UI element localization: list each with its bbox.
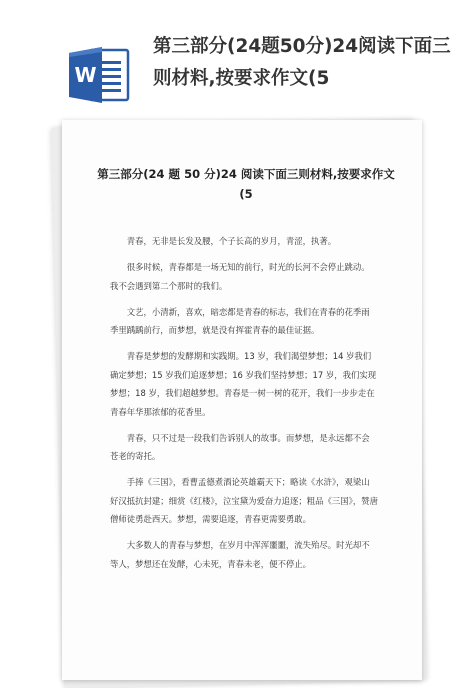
svg-text:W: W bbox=[74, 63, 97, 87]
paragraph: 大多数人的青春与梦想，在岁月中浑浑噩噩，流失殆尽。时光却不等人，梦想还在发酵，心未死，青春未老，便不停止。 bbox=[110, 540, 370, 569]
paragraph: 青春，无非是长发及腰，个子长高的岁月，青涩，执著。 bbox=[126, 236, 337, 246]
word-document-icon bbox=[68, 44, 130, 106]
paragraph: 文艺，小清新，喜欢，暗恋都是青春的标志，我们在青春的花季雨季里踽踽前行，而梦想，就是没有挥霍青春的最佳证据。 bbox=[110, 306, 370, 335]
paragraph: 青春是梦想的发酵期和实践期。13 岁，我们渴望梦想；14 岁我们确定梦想；15 岁我们追逐梦想；16 岁我们坚持梦想；17 岁，我们实现梦想；18 岁，我们超越梦想。青春是一树一树的花开，我们一步步走在青春年华那浓郁的花香里。 bbox=[110, 351, 377, 417]
paragraph: 很多时候，青春都是一场无知的前行，时光的长河不会停止跳动。我不会遇到第二个那时的我们。 bbox=[110, 262, 370, 291]
document-page bbox=[62, 120, 422, 680]
paragraph: 手捧《三国》，看曹孟德煮酒论英雄霸天下；略读《水浒》，观梁山好汉抵抗封建；细赏《红楼》，泣宝黛为爱奋力追逐；粗品《三国》，赞唐僧师徒勇赴西天。梦想，需要追逐，青春更需要勇敢。 bbox=[110, 477, 378, 524]
header-title: 第三部分(24题50分)24阅读下面三则材料,按要求作文(5 bbox=[153, 36, 451, 89]
header-banner bbox=[0, 0, 474, 120]
document-title: 第三部分(24 题 50 分)24 阅读下面三则材料,按要求作文(5 bbox=[97, 167, 395, 201]
paragraph: 青春，只不过是一段我们告诉别人的故事。而梦想，是永远都不会苍老的寄托。 bbox=[110, 432, 370, 461]
document-body bbox=[110, 232, 378, 581]
